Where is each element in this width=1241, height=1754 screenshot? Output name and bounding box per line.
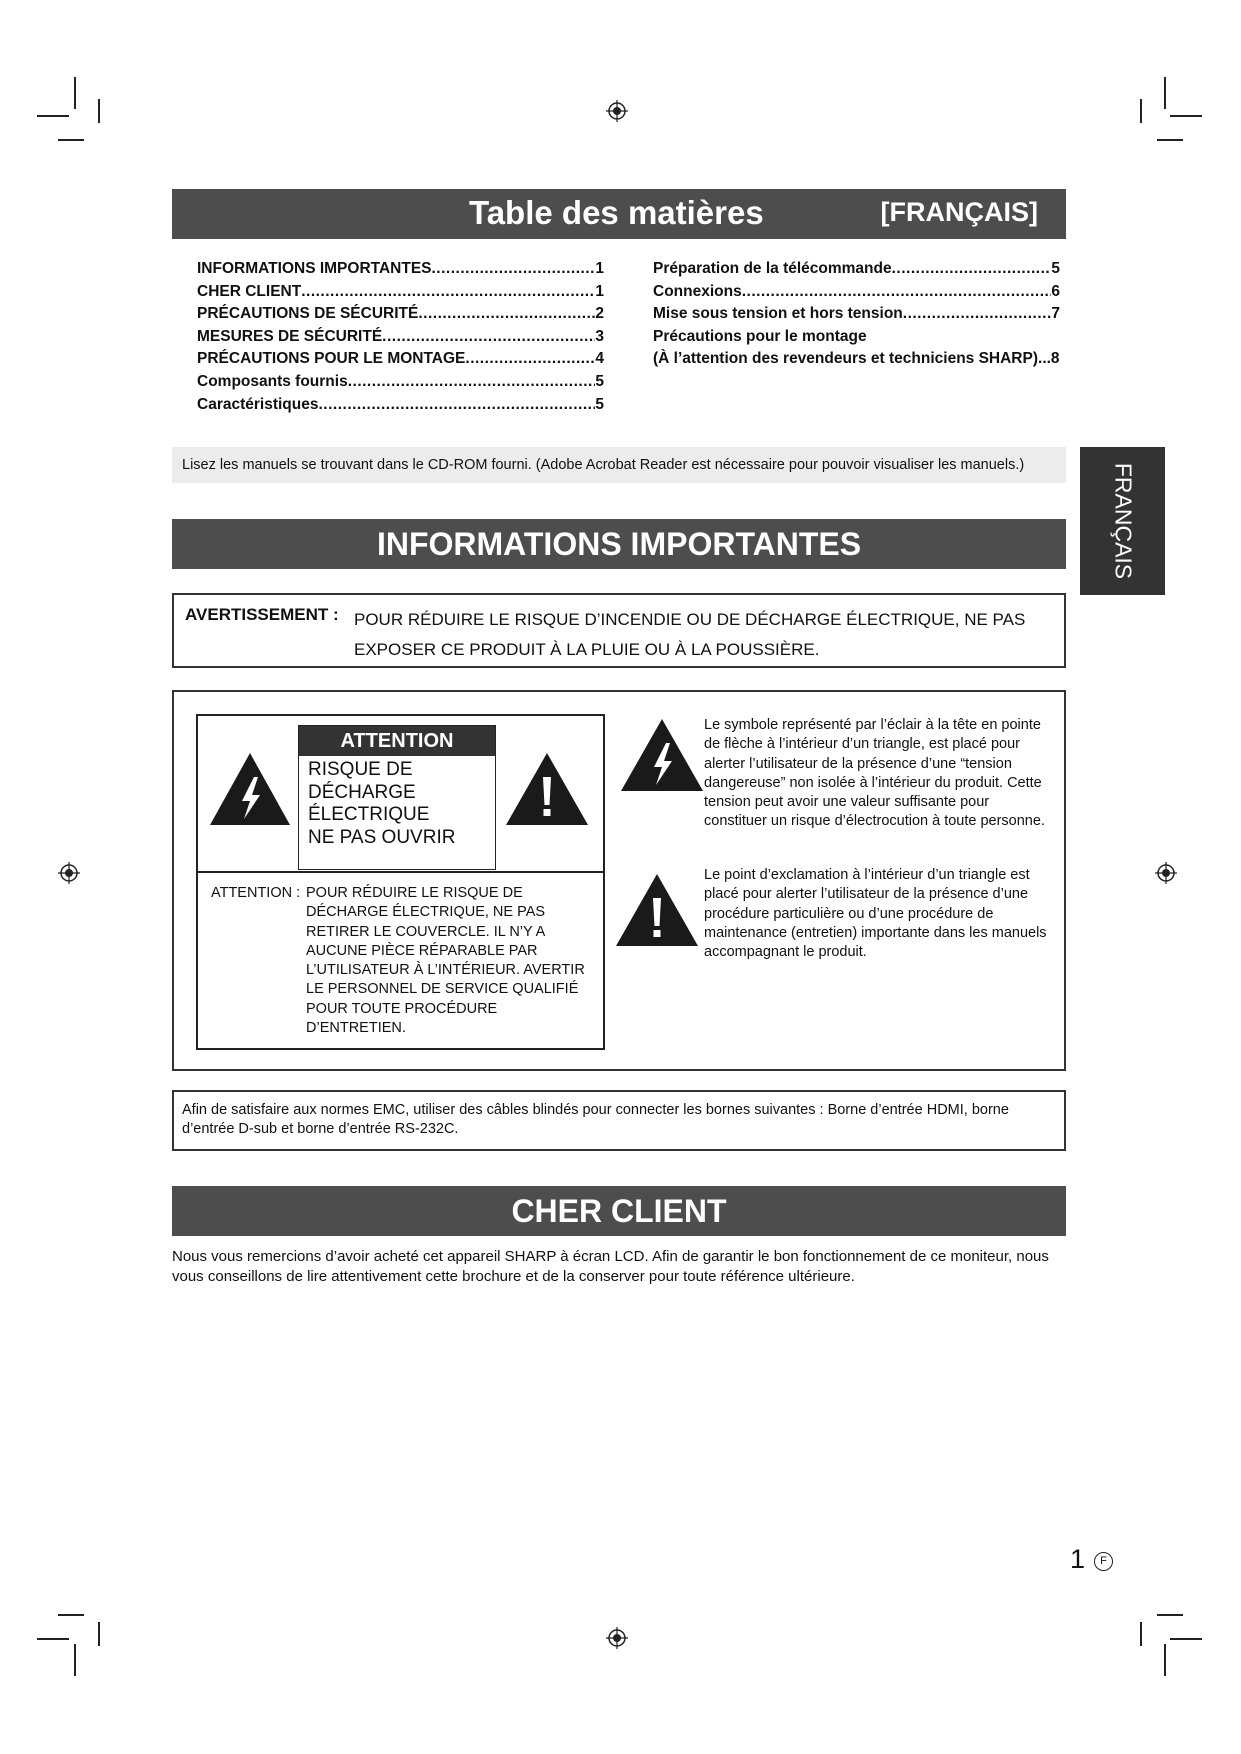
attention-line: RISQUE DE [308, 759, 413, 780]
label-divider [198, 871, 603, 873]
crop-mark [74, 77, 76, 109]
registration-mark-icon [58, 862, 80, 884]
crop-mark [1170, 115, 1202, 117]
language-mark: F [1094, 1552, 1113, 1571]
crop-mark [1157, 1614, 1183, 1616]
attention-line: ÉLECTRIQUE [308, 804, 430, 826]
attention-prefix: ATTENTION : [211, 885, 301, 901]
crop-mark [1164, 1644, 1166, 1676]
toc-title-bar [172, 189, 1066, 239]
crop-mark [37, 115, 69, 117]
crop-mark [37, 1638, 69, 1640]
crop-mark [58, 1614, 84, 1616]
toc-entry[interactable]: (À l’attention des revendeurs et techniciens SHARP) ...8 [653, 350, 1060, 368]
crop-mark [1164, 77, 1166, 109]
side-tab-label: FRANÇAIS [1110, 462, 1136, 580]
warning-box [172, 593, 1066, 668]
attention-line: DÉCHARGE [308, 781, 416, 803]
crop-mark [98, 1622, 100, 1646]
exclamation-symbol-icon [614, 872, 700, 948]
toc-entry[interactable]: PRÉCAUTIONS POUR LE MONTAGE ..... 4 [197, 348, 604, 371]
client-section-title: CHER CLIENT [172, 1186, 1066, 1236]
lightning-symbol-icon [619, 717, 705, 793]
toc-entry[interactable]: MESURES DE SÉCURITÉ ..... 3 [197, 326, 604, 349]
toc-entry[interactable]: CHER CLIENT ..... 1 [197, 281, 604, 304]
toc-entry[interactable]: PRÉCAUTIONS DE SÉCURITÉ ..... 2 [197, 303, 604, 326]
toc-entry[interactable]: Caractéristiques ..... 5 [197, 394, 604, 417]
lightning-warning-icon [208, 751, 292, 827]
toc-entry[interactable]: Composants fournis ..... 5 [197, 371, 604, 394]
page-number: 1 [1070, 1544, 1086, 1574]
registration-mark-icon [606, 100, 628, 122]
toc-entry[interactable]: Préparation de la télécommande ..... 5 [653, 258, 1060, 281]
warning-label: AVERTISSEMENT : [185, 605, 339, 624]
language-side-tab [1080, 447, 1165, 595]
warning-text: POUR RÉDUIRE LE RISQUE D’INCENDIE OU DE DÉCHARGE ÉLECTRIQUE, NE PAS EXPOSER CE PRODUIT À LA PLUIE OU À LA POUSSIÈRE. [354, 610, 1026, 659]
toc-title: Table des matières [469, 194, 764, 231]
caution-box [172, 690, 1066, 1071]
crop-mark [1140, 99, 1142, 123]
crop-mark [1170, 1638, 1202, 1640]
toc-entry[interactable]: Connexions ..... 6 [653, 281, 1060, 304]
cdrom-note: Lisez les manuels se trouvant dans le CD-ROM fourni. (Adobe Acrobat Reader est nécessaire pour pouvoir visualiser les manuels.) [172, 447, 1066, 483]
important-section-title: INFORMATIONS IMPORTANTES [172, 519, 1066, 569]
crop-mark [1140, 1622, 1142, 1646]
toc-entry[interactable]: INFORMATIONS IMPORTANTES ..... 1 [197, 258, 604, 281]
toc-entry[interactable]: Précautions pour le montage [653, 327, 867, 345]
exclamation-warning-icon [504, 751, 590, 827]
crop-mark [58, 139, 84, 141]
toc-right-column [653, 258, 1060, 371]
attention-header: ATTENTION [299, 726, 495, 756]
toc-left-column [197, 258, 604, 416]
crop-mark [74, 1644, 76, 1676]
toc-language: [FRANÇAIS] [880, 197, 1038, 227]
registration-mark-icon [1155, 862, 1177, 884]
attention-label-panel [196, 714, 605, 1050]
emc-note: Afin de satisfaire aux normes EMC, utiliser des câbles blindés pour connecter les bornes suivantes : Borne d’entrée HDMI, borne d’entrée D-sub et borne d’entrée RS-232C. [172, 1090, 1066, 1151]
exclamation-symbol-description: Le point d’exclamation à l’intérieur d’un triangle est placé pour alerter l’utilisateur de la présence d’une procédure particulière ou d’une procédure de maintenance (entretien) importante dans les manuels accompagnant le produit. [704, 867, 1047, 961]
crop-mark [1157, 139, 1183, 141]
attention-line: NE PAS OUVRIR [308, 826, 456, 848]
registration-mark-icon [606, 1627, 628, 1649]
toc-entry[interactable]: Mise sous tension et hors tension ..... 7 [653, 303, 1060, 326]
attention-body: POUR RÉDUIRE LE RISQUE DE DÉCHARGE ÉLECTRIQUE, NE PAS RETIRER LE COUVERCLE. IL N’Y A AUCUNE PIÈCE RÉPARABLE PAR L’UTILISATEUR À L’INTÉRIEUR. AVERTIR LE PERSONNEL DE SERVICE QUALIFIÉ POUR TOUTE PROCÉDURE D’ENTRETIEN. [306, 885, 585, 1037]
lightning-symbol-description: Le symbole représenté par l’éclair à la tête en pointe de flèche à l’intérieur d’un triangle, est placé pour alerter l’utilisateur de la présence d’une “tension dangereuse” non isolée à l’intérieur du produit. Cette tension peut avoir une valeur suffisante pour constituer un risque d’électrocution à toute personne. [704, 717, 1045, 830]
client-text: Nous vous remercions d’avoir acheté cet appareil SHARP à écran LCD. Afin de garantir le bon fonctionnement de ce moniteur, nous vous conseillons de lire attentivement cette brochure et de la conserver pour toute référence ultérieure. [172, 1248, 1049, 1285]
attention-label [298, 725, 496, 870]
crop-mark [98, 99, 100, 123]
